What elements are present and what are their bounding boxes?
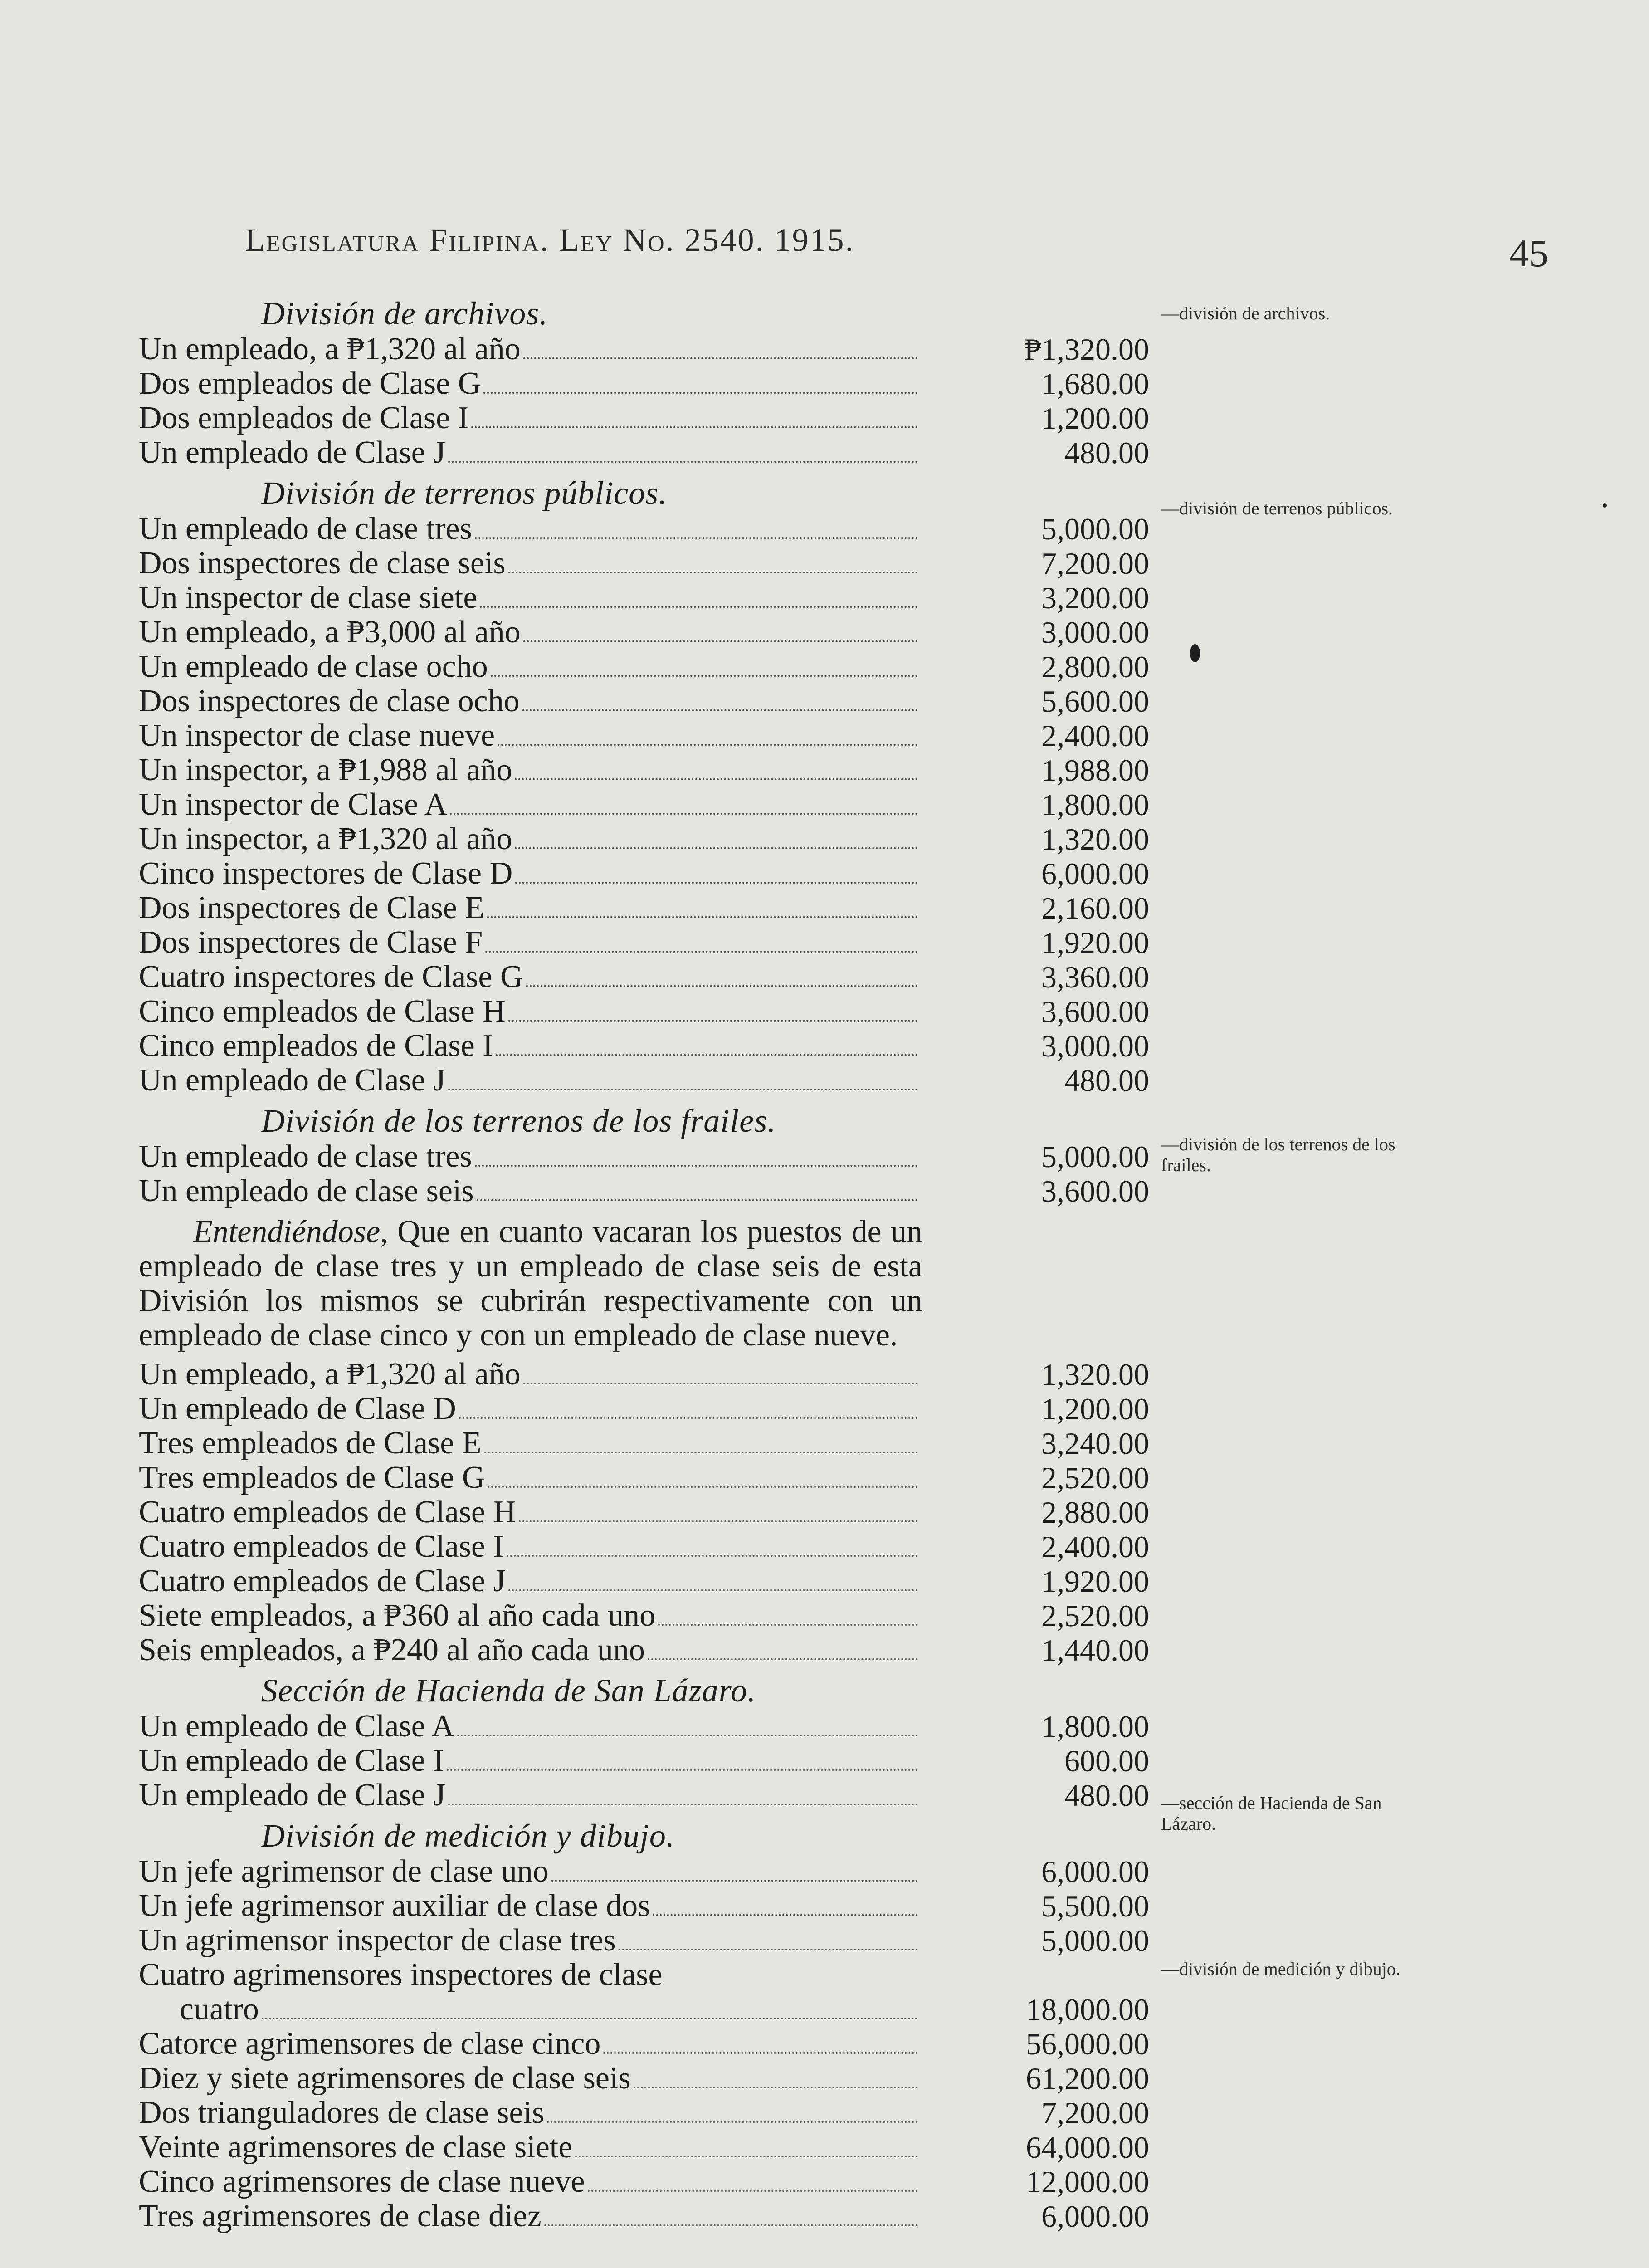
line-item [139,1564,1150,1598]
line-item-description [139,1461,922,1495]
dot-leader [450,813,918,815]
line-item-description [139,512,922,546]
line-item [139,2165,1150,2199]
line-item [139,719,1150,753]
line-item-text: Dos empleados de Clase I [139,401,469,435]
ink-speck [1190,644,1200,662]
line-item-description [139,2165,922,2199]
line-item [139,1633,1150,1667]
line-item-text: Un empleado de clase tres [139,1139,472,1174]
dot-leader [457,1735,918,1736]
line-item-amount: 2,400.00 [1041,1530,1149,1564]
line-item [139,1854,1150,1889]
line-item-amount: 12,000.00 [1026,2165,1149,2199]
line-item-text: Cuatro empleados de Clase H [139,1495,517,1530]
line-item-description [139,1392,922,1426]
line-item-description [139,1778,922,1813]
line-item-description [139,753,922,787]
line-item-text: Un inspector de clase siete [139,580,478,615]
line-item [139,994,1150,1029]
line-item-description [139,2130,922,2165]
dot-leader [488,1486,918,1488]
line-item [139,1139,1150,1174]
line-item-amount: 1,200.00 [1041,401,1149,435]
dot-leader [634,2087,918,2088]
line-item-text: Cuatro agrimensores inspectores de clase [139,1957,663,1992]
line-item-text: Tres agrimensores de clase diez [139,2199,542,2234]
line-item [139,1461,1150,1495]
margin-note: —división de los terrenos de los frailes. [1161,1134,1395,1175]
item-list [139,1357,1150,1667]
line-item-amount: 6,000.00 [1041,856,1149,891]
line-item-description [139,684,922,719]
line-item-text: Tres empleados de Clase E [139,1426,482,1461]
line-item-description [139,1063,922,1098]
line-item-description [139,1495,922,1530]
dot-leader [477,1199,918,1201]
section-division-terrenos-frailes [139,1102,1150,1667]
dot-leader [496,1054,918,1056]
dot-leader [491,675,918,677]
dot-leader [484,1452,918,1453]
dot-leader [508,572,918,573]
dot-leader [515,778,918,780]
line-item-description [139,1633,922,1667]
line-item-text-continued: cuatro [180,1992,259,2027]
line-item [139,925,1150,960]
line-item [139,2199,1150,2234]
item-list [139,512,1150,1098]
line-item-amount: 480.00 [1064,1778,1149,1813]
line-item-text: Un empleado, a ₱1,320 al año [139,332,521,367]
line-item-text: Un empleado, a ₱3,000 al año [139,615,521,650]
line-item [139,401,1150,435]
line-item-amount: 3,000.00 [1041,615,1149,650]
line-item-text: Cinco empleados de Clase I [139,1028,493,1063]
line-item-text: Un jefe agrimensor de clase uno [139,1854,549,1889]
line-item-amount: 1,200.00 [1041,1392,1149,1426]
line-item-amount: 1,920.00 [1041,925,1149,960]
dot-leader [523,1383,918,1384]
dot-leader [547,2121,918,2123]
dot-leader [519,1520,918,1522]
line-item-description [139,1139,922,1174]
dot-leader [515,847,918,849]
line-item-amount: 480.00 [1064,1063,1149,1098]
dot-leader [448,1089,918,1090]
line-item-text: Cuatro empleados de Clase I [139,1529,504,1564]
dot-leader [471,426,918,428]
dot-leader [448,461,918,463]
line-item-amount: 3,240.00 [1041,1426,1149,1461]
dot-leader [603,2052,918,2054]
section-title: Sección de Hacienda de San Lázaro. [261,1672,756,1709]
dot-leader [523,357,918,359]
dot-leader [522,709,918,711]
section-division-medicion-dibujo [139,1817,1150,2234]
line-item-description [139,546,922,581]
dot-leader [262,2018,918,2019]
line-item-text: Un inspector de clase nueve [139,718,495,753]
line-item-amount: ₱1,320.00 [1024,332,1149,367]
line-item [139,2061,1150,2096]
item-list [139,1709,1150,1813]
line-item-amount: 2,800.00 [1041,650,1149,684]
body-column [139,295,1150,2238]
dot-leader [526,985,918,987]
line-item-amount: 61,200.00 [1026,2061,1149,2096]
dot-leader [508,1589,918,1591]
line-item-text: Cinco agrimensores de clase nueve [139,2164,585,2199]
margin-note: —división de medición y dibujo. [1161,1959,1400,1979]
line-item-text: Un jefe agrimensor auxiliar de clase dos [139,1888,650,1923]
line-item [139,2130,1150,2165]
dot-leader [483,392,918,394]
line-item-text: Dos inspectores de Clase F [139,925,483,960]
line-item-text: Dos inspectores de clase ocho [139,684,520,719]
margin-note: —división de archivos. [1161,303,1330,323]
line-item [139,332,1150,367]
line-item-description [139,1889,922,1923]
ink-speck [1603,503,1607,508]
line-item-description [139,1598,922,1633]
section-division-archivos [139,295,1150,470]
line-item [139,1889,1150,1923]
line-item-description [139,960,922,994]
dot-leader [648,1658,918,1660]
section-division-terrenos-publicos [139,474,1150,1098]
line-item-text: Un empleado de Clase I [139,1743,444,1778]
line-item-amount: 7,200.00 [1041,546,1149,581]
line-item-amount: 18,000.00 [1026,1992,1149,2027]
line-item [139,615,1150,650]
dot-leader [459,1417,918,1419]
dot-leader [475,537,918,539]
line-item-text: Un empleado de clase ocho [139,649,488,684]
line-item-amount: 56,000.00 [1026,2027,1149,2061]
dot-leader [508,1020,918,1022]
line-item [139,856,1150,891]
line-item-description [139,925,922,960]
proviso-text: Que en cuanto vacaran los puestos de un empleado de clase tres y un empleado de clase seis de esta División los mismos se cubrirán respectivamente con un empleado de clase cinco y con un empleado de clase nueve. [139,1214,923,1353]
line-item-amount: 480.00 [1064,435,1149,470]
line-item [139,1778,1150,1813]
line-item-amount: 3,360.00 [1041,960,1149,994]
dot-leader [498,744,918,746]
proviso-lead: Entendiéndose, [193,1214,388,1249]
line-item-text: Un agrimensor inspector de clase tres [139,1923,616,1958]
line-item-text: Un inspector de Clase A [139,787,448,822]
dot-leader [551,1880,918,1882]
line-item-amount: 2,160.00 [1041,891,1149,925]
line-item [139,1029,1150,1063]
line-item-description [139,1744,922,1778]
line-item-text: Un empleado de Clase A [139,1709,454,1744]
line-item [139,1495,1150,1530]
line-item [139,1923,1150,1958]
dot-leader [588,2190,918,2192]
line-item-amount: 6,000.00 [1041,2199,1149,2234]
line-item-description [139,1174,922,1208]
line-item-text: Dos inspectores de clase seis [139,546,506,581]
section-hacienda-san-lazaro [139,1672,1150,1813]
line-item-text: Tres empleados de Clase G [139,1460,485,1495]
line-item-amount: 5,000.00 [1041,1139,1149,1174]
line-item-amount: 1,440.00 [1041,1633,1149,1667]
line-item-amount: 1,988.00 [1041,753,1149,787]
running-head: Legislatura Filipina. Ley No. 2540. 1915. [245,222,855,258]
margin-note: —división de terrenos públicos. [1161,498,1393,518]
section-title: División de los terrenos de los frailes. [261,1103,776,1139]
line-item-description [139,891,922,925]
line-item-description [139,2199,922,2234]
line-item-description [139,2027,922,2061]
line-item-text: Veinte agrimensores de clase siete [139,2130,573,2165]
line-item-text: Un empleado de Clase J [139,1778,446,1813]
line-item-amount: 2,400.00 [1041,719,1149,753]
section-title: División de terrenos públicos. [261,475,668,511]
line-item-description [139,615,922,650]
line-item-description [139,2096,922,2130]
line-item-amount: 3,000.00 [1041,1029,1149,1063]
line-item-description [139,1923,922,1958]
dot-leader [658,1624,918,1626]
line-item-description [139,1029,922,1063]
line-item [139,512,1150,546]
line-item [139,546,1150,581]
line-item-description [139,435,922,470]
line-item-description [139,1709,922,1744]
line-item [139,1392,1150,1426]
line-item-text: Un empleado, a ₱1,320 al año [139,1357,521,1392]
dot-leader [487,916,918,918]
line-item [139,1709,1150,1744]
dot-leader [485,951,918,953]
line-item-amount: 2,520.00 [1041,1461,1149,1495]
line-item [139,1744,1150,1778]
line-item-text: Un inspector, a ₱1,320 al año [139,821,512,856]
line-item-text: Catorce agrimensores de clase cinco [139,2026,601,2061]
line-item [139,1063,1150,1098]
section-title: División de medición y dibujo. [261,1818,675,1854]
line-item-amount: 3,600.00 [1041,994,1149,1029]
line-item-description [139,994,922,1029]
dot-leader [653,1914,918,1916]
line-item-amount: 1,320.00 [1041,1357,1149,1392]
line-item-text: Cinco empleados de Clase H [139,994,506,1029]
line-item-text: Cuatro inspectores de Clase G [139,959,523,994]
line-item-amount: 5,600.00 [1041,684,1149,719]
line-item-description [139,650,922,684]
line-item-description [139,1357,922,1392]
dot-leader [515,882,918,884]
line-item-amount: 1,680.00 [1041,367,1149,401]
line-item-amount: 1,800.00 [1041,1709,1149,1744]
item-list [139,1854,1150,2234]
line-item-text: Un empleado de Clase J [139,1063,446,1098]
section-title: División de archivos. [261,295,548,332]
dot-leader [475,1165,918,1167]
item-list [139,1139,1150,1208]
line-item-description [139,856,922,891]
margin-note: —sección de Hacienda de San Lázaro. [1161,1793,1382,1834]
line-item-description [139,1426,922,1461]
line-item-amount: 7,200.00 [1041,2096,1149,2130]
line-item-description [139,401,922,435]
line-item-text: Dos trianguladores de clase seis [139,2095,545,2130]
line-item [139,650,1150,684]
line-item [139,1530,1150,1564]
line-item-text: Dos inspectores de Clase E [139,890,485,925]
line-item-description [139,822,922,856]
page-number: 45 [1509,231,1548,275]
line-item [139,684,1150,719]
dot-leader [523,640,918,642]
dot-leader [575,2156,918,2157]
line-item [139,1426,1150,1461]
line-item-description [139,1958,922,2027]
line-item [139,1958,1150,2027]
line-item-amount: 1,320.00 [1041,822,1149,856]
line-item-amount: 2,520.00 [1041,1598,1149,1633]
line-item [139,581,1150,615]
line-item [139,435,1150,470]
line-item-text: Un inspector, a ₱1,988 al año [139,753,512,787]
proviso-paragraph [139,1215,922,1353]
item-list [139,332,1150,470]
line-item-text: Cuatro empleados de Clase J [139,1564,506,1598]
dot-leader [448,1804,918,1805]
line-item-text: Un empleado de Clase D [139,1391,456,1426]
line-item [139,367,1150,401]
dot-leader [447,1769,918,1771]
line-item-description [139,719,922,753]
line-item-description [139,2061,922,2096]
line-item-text: Un empleado de Clase J [139,435,446,470]
dot-leader [544,2224,918,2226]
line-item-amount: 64,000.00 [1026,2130,1149,2165]
line-item-text: Seis empleados, a ₱240 al año cada uno [139,1633,645,1667]
dot-leader [507,1555,918,1557]
line-item-description [139,787,922,822]
line-item-amount: 1,800.00 [1041,787,1149,822]
line-item-description [139,1564,922,1598]
line-item-text: Dos empleados de Clase G [139,366,481,401]
line-item-amount: 3,200.00 [1041,581,1149,615]
line-item [139,1357,1150,1392]
line-item-description [139,367,922,401]
line-item [139,753,1150,787]
line-item [139,2096,1150,2130]
line-item-description [139,332,922,367]
dot-leader [619,1949,918,1950]
line-item-amount: 5,000.00 [1041,1923,1149,1958]
line-item-amount: 5,000.00 [1041,512,1149,546]
line-item [139,891,1150,925]
line-item [139,1174,1150,1208]
dot-leader [480,606,918,608]
line-item [139,1598,1150,1633]
line-item-amount: 1,920.00 [1041,1564,1149,1598]
line-item-description [139,581,922,615]
line-item-amount: 3,600.00 [1041,1174,1149,1208]
line-item [139,2027,1150,2061]
line-item-text: Siete empleados, a ₱360 al año cada uno [139,1598,656,1633]
line-item-amount: 600.00 [1064,1744,1149,1778]
line-item-text: Cinco inspectores de Clase D [139,856,513,891]
line-item [139,822,1150,856]
line-item-amount: 5,500.00 [1041,1889,1149,1923]
line-item-description [139,1854,922,1889]
line-item-description [139,1530,922,1564]
line-item-text: Diez y siete agrimensores de clase seis [139,2061,631,2096]
line-item-amount: 2,880.00 [1041,1495,1149,1530]
line-item [139,787,1150,822]
line-item-amount: 6,000.00 [1041,1854,1149,1889]
line-item [139,960,1150,994]
line-item-text: Un empleado de clase seis [139,1173,474,1208]
line-item-text: Un empleado de clase tres [139,511,472,546]
